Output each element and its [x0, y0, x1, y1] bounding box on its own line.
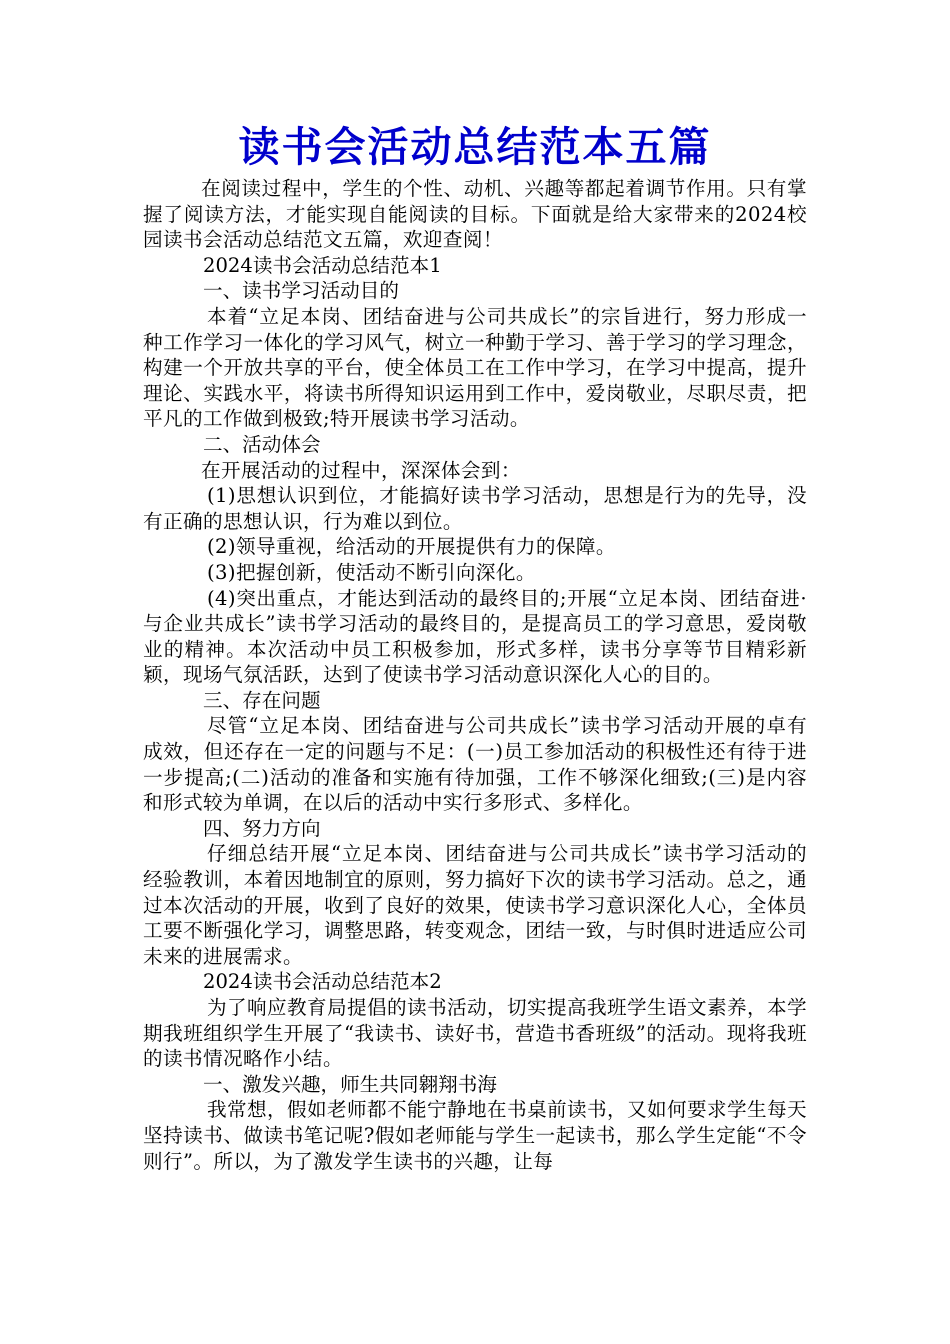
sample2-heading: 2024读书会活动总结范本2: [203, 970, 442, 994]
document-page: [143, 118, 807, 1174]
intro-paragraph: 在阅读过程中，学生的个性、动机、兴趣等都起着调节作用。只有掌握了阅读方法，才能实现自能阅读的目标。下面就是给大家带来的2024校园读书会活动总结范文五篇，欢迎查阅！: [143, 177, 807, 252]
sample1-section2-intro: 在开展活动的过程中，深深体会到：: [201, 458, 521, 482]
sample1-section4-text: 仔细总结开展“立足本岗、团结奋进与公司共成长”读书学习活动的经验教训，本着因地制宜的原则，努力搞好下次的读书学习活动。总之，通过本次活动的开展，收到了良好的效果，使读书学习意识深化人心，全体员工要不断强化学习，调整思路，转变观念，团结一致，与时俱时进适应公司未来的进展需求。: [143, 842, 807, 968]
sample2-intro: 为了响应教育局提倡的读书活动，切实提高我班学生语文素养，本学期我班组织学生开展了“我读书、读好书，营造书香班级”的活动。现将我班的读书情况略作小结。: [143, 996, 807, 1071]
sample1-point2: (2)领导重视，给活动的开展提供有力的保障。: [207, 535, 616, 559]
sample1-point1: (1)思想认识到位，才能搞好读书学习活动，思想是行为的先导，没有正确的思想认识，行为难以到位。: [143, 484, 807, 533]
sample1-heading: 2024读书会活动总结范本1: [203, 253, 442, 277]
sample1-section4-heading: 四、努力方向: [203, 816, 321, 840]
sample1-point3: (3)把握创新，使活动不断引向深化。: [207, 560, 536, 584]
sample1-section3-text: 尽管“立足本岗、团结奋进与公司共成长”读书学习活动开展的卓有成效，但还存在一定的问题与不足：(一)员工参加活动的积极性还有待于进一步提高;(二)活动的准备和实施有待加强，工作不够深化细致;(三)是内容和形式较为单调，在以后的活动中实行多形式、多样化。: [143, 714, 807, 815]
sample1-section3-heading: 三、存在问题: [203, 688, 321, 712]
sample2-section1-heading: 一、激发兴趣，师生共同翱翔书海: [203, 1072, 497, 1096]
sample1-section2-heading: 二、活动体会: [203, 432, 321, 456]
sample1-point4: (4)突出重点，才能达到活动的最终目的;开展“立足本岗、团结奋进·与企业共成长”读书学习活动的最终目的，是提高员工的学习意思，爱岗敬业的精神。本次活动中员工积极参加，形式多样，读书分享等节目精彩新颖，现场气氛活跃，达到了使读书学习活动意识深化人心的目的。: [143, 586, 807, 687]
sample2-section1-text: 我常想，假如老师都不能宁静地在书桌前读书，又如何要求学生每天坚持读书、做读书笔记呢?假如老师能与学生一起读书，那么学生定能“不令则行”。所以，为了激发学生读书的兴趣，让每: [143, 1098, 807, 1173]
sample1-section1-text: 本着“立足本岗、团结奋进与公司共成长”的宗旨进行，努力形成一种工作学习一体化的学习风气，树立一种勤于学习、善于学习的学习理念，构建一个开放共享的平台，使全体员工在工作中学习，在学习中提高，提升理论、实践水平，将读书所得知识运用到工作中，爱岗敬业，尽职尽责，把平凡的工作做到极致;特开展读书学习活动。: [143, 304, 807, 431]
document-title: 读书会活动总结范本五篇: [238, 123, 712, 171]
sample1-section1-heading: 一、读书学习活动目的: [203, 279, 399, 303]
